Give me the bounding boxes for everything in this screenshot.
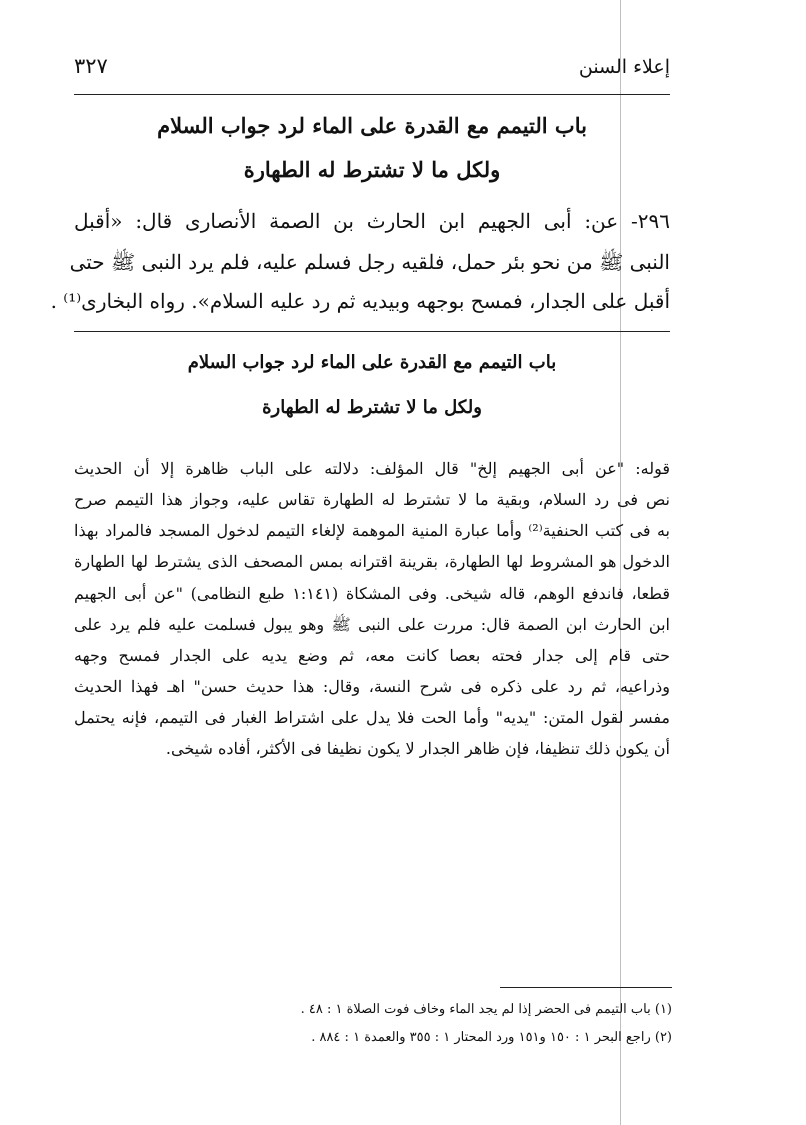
footnote: (١) باب التيمم فى الحضر إذا لم يجد الماء وخاف فوت الصلاة ١ : ٤٨ .: [300, 1002, 672, 1017]
header-divider: [74, 94, 670, 95]
hadith-line: ٢٩٦- عن: أبى الجهيم ابن الحارث بن الصمة الأنصارى قال: «أقبل: [74, 209, 670, 233]
commentary-line: نص فى رد السلام، وبقية ما لا تشترط له الطهارة تقاس عليه، وجواز هذا التيمم صرح: [74, 490, 670, 509]
page-number: ٣٢٧: [74, 54, 108, 78]
commentary-line: حتى قام إلى جدار فحته بعصا كانت معه، ثم وضع يديه على الجدار فمسح وجهه: [74, 646, 670, 665]
section-divider: [74, 331, 670, 332]
commentary-line: به فى كتب الحنفية⁽²⁾ وأما عبارة المنية الموهمة لإلغاء التيمم لدخول المسجد فالمراد بهذا: [74, 521, 670, 540]
book-title: إعلاء السنن: [578, 56, 670, 78]
commentary-title-line-1: باب التيمم مع القدرة على الماء لرد جواب السلام: [187, 352, 557, 373]
commentary-line: الدخول هو المشروط لها الطهارة، بقرينة اقترانه بمس المصحف الذى يشترط لها الطهارة: [74, 552, 670, 571]
hadith-line: أقبل على الجدار، فمسح بوجهه وبيديه ثم رد عليه السلام». رواه البخارى⁽¹⁾ .: [50, 289, 670, 313]
commentary-line: أن يكون ذلك تنظيفا، فإن ظاهر الجدار لا يكون نظيفا فى الأكثر، أفاده شيخى.: [165, 739, 670, 758]
footnote-divider: [500, 987, 672, 988]
commentary-line: وذراعيه، ثم رد على ذكره فى شرح النسة، وقال: هذا حديث حسن" اهـ فهذا الحديث: [74, 677, 670, 696]
chapter-title-line-1: باب التيمم مع القدرة على الماء لرد جواب السلام: [157, 113, 587, 138]
footnote: (٢) راجع البحر ١ : ١٥٠ و١٥١ ورد المحتار ١ : ٣٥٥ والعمدة ١ : ٨٨٤ .: [311, 1030, 672, 1045]
commentary-line: مفسر لقول المتن: "يديه" وأما الحت فلا يدل على اشتراط الغبار فى التيمم، فإنه يحتمل: [74, 708, 670, 727]
commentary-line: قطعا، فاندفع الوهم، قاله شيخى. وفى المشكاة (١:١٤١ طبع النظامى) "عن أبى الجهيم: [74, 584, 671, 603]
commentary-line: قوله: "عن أبى الجهيم إلخ" قال المؤلف: دلالته على الباب ظاهرة إلا أن الحديث: [74, 459, 670, 478]
hadith-line: النبى ﷺ من نحو بئر حمل، فلقيه رجل فسلم عليه، فلم يرد النبى ﷺ حتى: [69, 250, 670, 274]
commentary-title-line-2: ولكل ما لا تشترط له الطهارة: [262, 397, 482, 418]
running-header: [74, 50, 670, 90]
chapter-title-line-2: ولكل ما لا تشترط له الطهارة: [243, 157, 501, 182]
commentary-line: ابن الحارث ابن الصمة قال: مررت على النبى ﷺ وهو يبول فسلمت عليه فلم يرد على: [74, 615, 670, 634]
